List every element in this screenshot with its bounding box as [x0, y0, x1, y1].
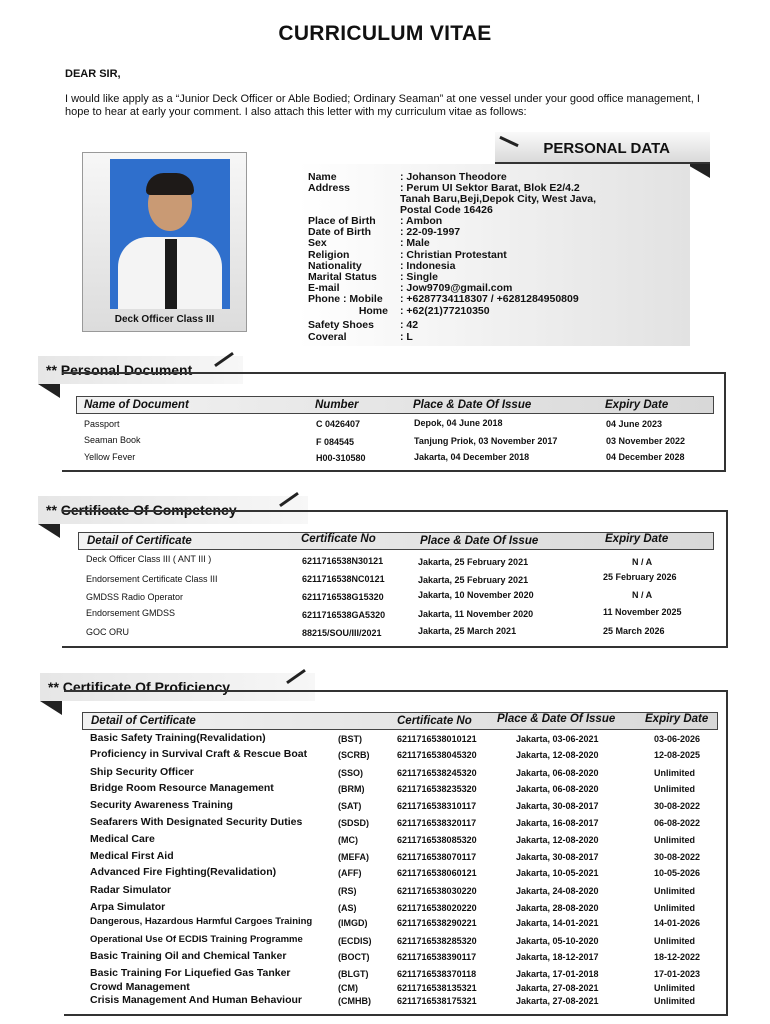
table-cell: Jakarta, 03-06-2021 [516, 734, 599, 744]
table-cell: 14-01-2026 [654, 918, 701, 928]
table-cell: H00-310580 [316, 453, 366, 463]
table-cell: 12-08-2025 [654, 750, 701, 760]
table-cell: Jakarta, 27-08-2021 [516, 996, 599, 1006]
section-title: ** Personal Document [46, 362, 193, 378]
table-cell: Endorsement GMDSS [86, 608, 176, 618]
pd-label: Place of Birth [308, 215, 376, 227]
table-cell: Jakarta, 10 November 2020 [418, 590, 534, 600]
table-cell: Seaman Book [84, 435, 141, 445]
table-cell: Unlimited [654, 784, 696, 794]
table-cell: 04 December 2028 [606, 452, 685, 462]
table-cell: Jakarta, 16-08-2017 [516, 818, 599, 828]
table-cell: (BLGT) [338, 969, 369, 979]
table-cell: 04 June 2023 [606, 419, 663, 429]
pd-label: Marital Status [308, 271, 377, 283]
table-cell: Unlimited [654, 903, 696, 913]
table-cell: (AS) [338, 903, 357, 913]
table-cell: 30-08-2022 [654, 852, 701, 862]
column-header: Certificate No [397, 715, 472, 727]
competency-header [78, 532, 714, 550]
table-cell: Jakarta, 12-08-2020 [516, 750, 599, 760]
pd-label: Phone : Mobile [308, 293, 383, 305]
table-cell: Depok, 04 June 2018 [414, 418, 503, 428]
slash-ornament-icon [499, 136, 518, 147]
table-cell: Unlimited [654, 996, 696, 1006]
certificate-name: Crisis Management And Human Behaviour [90, 994, 302, 1006]
pd-value: : Male [400, 237, 430, 249]
table-cell: F 084545 [316, 437, 355, 447]
certificate-name: Bridge Room Resource Management [90, 782, 274, 794]
table-cell: Unlimited [654, 936, 696, 946]
table-cell: (BST) [338, 734, 362, 744]
pd-label: E-mail [308, 282, 340, 294]
table-cell: Jakarta, 18-12-2017 [516, 952, 599, 962]
column-header: Expiry Date [645, 713, 709, 725]
table-cell: Jakarta, 25 February 2021 [418, 557, 529, 567]
table-cell: 6211716538320117 [397, 818, 477, 828]
table-cell: (CMHB) [338, 996, 371, 1006]
table-cell: 88215/SOU/III/2021 [302, 628, 382, 638]
table-cell: 6211716538235320 [397, 784, 477, 794]
table-cell: Endorsement Certificate Class III [86, 574, 218, 584]
section-title: ** Certificate Of Proficiency [48, 679, 231, 695]
table-cell: 06-08-2022 [654, 818, 701, 828]
photo-caption: Deck Officer Class III [114, 314, 215, 325]
personal-data-title: PERSONAL DATA [543, 140, 670, 157]
table-cell: (ECDIS) [338, 936, 372, 946]
table-cell: 6211716538285320 [397, 936, 477, 946]
table-cell: Jakarta, 17-01-2018 [516, 969, 599, 979]
personal-data-panel [298, 164, 690, 346]
pd-label: Nationality [308, 260, 362, 272]
pd-value: : Jow9709@gmail.com [400, 282, 513, 294]
table-cell: Jakarta, 11 November 2020 [418, 609, 534, 619]
pd-value: : Single [400, 271, 438, 283]
certificate-name: Basic Training Oil and Chemical Tanker [90, 950, 287, 962]
slash-ornament-icon [279, 492, 299, 507]
column-header: Place & Date Of Issue [420, 535, 539, 547]
pd-value: : +6287734118307 / +6281284950809 [400, 293, 579, 305]
pd-value: : 42 [400, 319, 419, 331]
table-cell: Jakarta, 04 December 2018 [414, 452, 530, 462]
table-cell: Jakarta, 25 March 2021 [418, 626, 517, 636]
table-cell: 6211716538175321 [397, 996, 477, 1006]
table-cell: 03 November 2022 [606, 436, 686, 446]
table-cell: 6211716538390117 [397, 952, 477, 962]
table-cell: 6211716538060121 [397, 868, 477, 878]
table-cell: Jakarta, 06-08-2020 [516, 768, 599, 778]
table-cell: 18-12-2022 [654, 952, 701, 962]
table-cell: Jakarta, 27-08-2021 [516, 983, 599, 993]
table-cell: 6211716538N30121 [302, 556, 384, 566]
table-cell: 6211716538085320 [397, 835, 477, 845]
pd-label: Address [308, 182, 351, 194]
table-cell: Jakarta, 05-10-2020 [516, 936, 599, 946]
table-cell: Jakarta, 25 February 2021 [418, 575, 529, 585]
certificate-name: Advanced Fire Fighting(Revalidation) [90, 866, 277, 878]
banner-corner-ornament [38, 384, 60, 398]
pd-label: Home [358, 305, 388, 317]
table-cell: 17-01-2023 [654, 969, 701, 979]
slash-ornament-icon [214, 352, 234, 367]
table-cell: (BRM) [338, 784, 365, 794]
table-cell: (MC) [338, 835, 358, 845]
table-cell: Jakarta, 10-05-2021 [516, 868, 599, 878]
table-cell: 6211716538290221 [397, 918, 477, 928]
certificate-name: Seafarers With Designated Security Duties [90, 816, 303, 828]
table-cell: 6211716538370118 [397, 969, 477, 979]
pd-value: : Perum UI Sektor Barat, Blok E2/4.2 [400, 182, 580, 194]
column-header: Expiry Date [605, 399, 669, 411]
profile-photo-frame [82, 152, 247, 332]
certificate-name: Medical First Aid [90, 850, 174, 862]
slash-ornament-icon [286, 669, 306, 684]
certificate-name: Arpa Simulator [90, 901, 166, 913]
column-header: Detail of Certificate [91, 715, 196, 727]
table-cell: Tanjung Priok, 03 November 2017 [414, 436, 558, 446]
table-cell: 6211716538NC0121 [302, 574, 385, 584]
proficiency-header [82, 712, 718, 730]
table-cell: (RS) [338, 886, 357, 896]
certificate-name: Proficiency in Survival Craft & Rescue Boat [90, 748, 308, 760]
greeting: DEAR SIR, [65, 68, 121, 80]
table-cell: Jakarta, 28-08-2020 [516, 903, 599, 913]
column-header: Number [315, 399, 359, 411]
pd-label: Date of Birth [308, 226, 371, 238]
table-cell: 6211716538GA5320 [302, 610, 386, 620]
table-cell: Unlimited [654, 886, 696, 896]
pd-value: Tanah Baru,Beji,Depok City, West Java, [400, 193, 597, 205]
pd-value: : 22-09-1997 [400, 226, 461, 238]
table-cell: (SDSD) [338, 818, 369, 828]
intro-paragraph: I would like apply as a “Junior Deck Officer or Able Bodied; Ordinary Seaman” at one vessel under your good office management, I hope to hear at early your comment. I also attach this letter with my curriculum vitae as follows: [65, 93, 700, 118]
table-cell: 6211716538245320 [397, 768, 477, 778]
certificate-name: Crowd Management [90, 981, 190, 993]
table-cell: Unlimited [654, 983, 696, 993]
table-cell: 25 March 2026 [603, 626, 665, 636]
table-cell: Jakarta, 06-08-2020 [516, 784, 599, 794]
certificate-name: Basic Training For Liquefied Gas Tanker [90, 967, 291, 979]
table-cell: (BOCT) [338, 952, 370, 962]
table-cell: Jakarta, 30-08-2017 [516, 852, 599, 862]
table-cell: (CM) [338, 983, 358, 993]
certificate-name: Operational Use Of ECDIS Training Programme [90, 934, 303, 945]
table-cell: N / A [632, 557, 653, 567]
pd-label: Safety Shoes [308, 319, 374, 331]
column-header: Name of Document [84, 399, 189, 411]
banner-corner-ornament [38, 524, 60, 538]
column-header: Expiry Date [605, 533, 669, 545]
pd-label: Coveral [308, 331, 347, 343]
column-header: Certificate No [301, 533, 376, 545]
personal-document-header [76, 396, 714, 414]
pd-value: : +62(21)77210350 [400, 305, 490, 317]
table-cell: Jakarta, 12-08-2020 [516, 835, 599, 845]
personal-data-banner [495, 132, 710, 164]
certificate-name: Dangerous, Hazardous Harmful Cargoes Training [90, 916, 313, 927]
certificate-name: Basic Safety Training(Revalidation) [90, 732, 266, 744]
table-cell: 6211716538070117 [397, 852, 477, 862]
table-cell: 6211716538010121 [397, 734, 477, 744]
certificate-name: Radar Simulator [90, 884, 172, 896]
certificate-name: Ship Security Officer [90, 766, 194, 778]
table-cell: N / A [632, 590, 653, 600]
pd-value: : Indonesia [400, 260, 456, 272]
pd-value: : Christian Protestant [400, 249, 507, 261]
table-cell: GOC ORU [86, 627, 130, 637]
table-cell: (SCRB) [338, 750, 370, 760]
table-cell: Jakarta, 30-08-2017 [516, 801, 599, 811]
column-header: Place & Date Of Issue [413, 399, 532, 411]
table-cell: 6211716538310117 [397, 801, 477, 811]
table-cell: Passport [84, 419, 120, 429]
table-cell: 6211716538045320 [397, 750, 477, 760]
table-cell: (IMGD) [338, 918, 368, 928]
pd-label: Sex [308, 237, 327, 249]
table-cell: 25 February 2026 [603, 572, 677, 582]
profile-photo [110, 159, 230, 309]
table-cell: Unlimited [654, 835, 696, 845]
pd-value: : L [400, 331, 413, 343]
section-title: ** Certificate Of Competency [46, 502, 237, 518]
table-cell: GMDSS Radio Operator [86, 592, 184, 602]
certificate-name: Medical Care [90, 833, 155, 845]
pd-label: Religion [308, 249, 350, 261]
table-cell: Deck Officer Class III ( ANT III ) [86, 554, 212, 564]
table-cell: 10-05-2026 [654, 868, 701, 878]
table-cell: (AFF) [338, 868, 362, 878]
table-cell: Jakarta, 24-08-2020 [516, 886, 599, 896]
table-cell: 6211716538020220 [397, 903, 477, 913]
table-cell: (SSO) [338, 768, 364, 778]
banner-corner-ornament [40, 701, 62, 715]
column-header: Place & Date Of Issue [497, 713, 616, 725]
table-cell: 03-06-2026 [654, 734, 701, 744]
table-cell: 6211716538G15320 [302, 592, 384, 602]
pd-value: Postal Code 16426 [400, 204, 493, 216]
pd-label: Name [308, 171, 337, 183]
column-header: Detail of Certificate [87, 535, 192, 547]
table-cell: 11 November 2025 [603, 607, 682, 617]
table-cell: 30-08-2022 [654, 801, 701, 811]
table-cell: 6211716538135321 [397, 983, 477, 993]
certificate-name: Security Awareness Training [90, 799, 233, 811]
table-cell: 6211716538030220 [397, 886, 477, 896]
table-cell: (MEFA) [338, 852, 369, 862]
table-cell: Unlimited [654, 768, 696, 778]
table-cell: Yellow Fever [84, 452, 136, 462]
page-title: CURRICULUM VITAE [278, 22, 492, 45]
table-cell: (SAT) [338, 801, 362, 811]
pd-value: : Ambon [400, 215, 443, 227]
table-cell: C 0426407 [316, 419, 361, 429]
pd-value: : Johanson Theodore [400, 171, 507, 183]
table-cell: Jakarta, 14-01-2021 [516, 918, 599, 928]
